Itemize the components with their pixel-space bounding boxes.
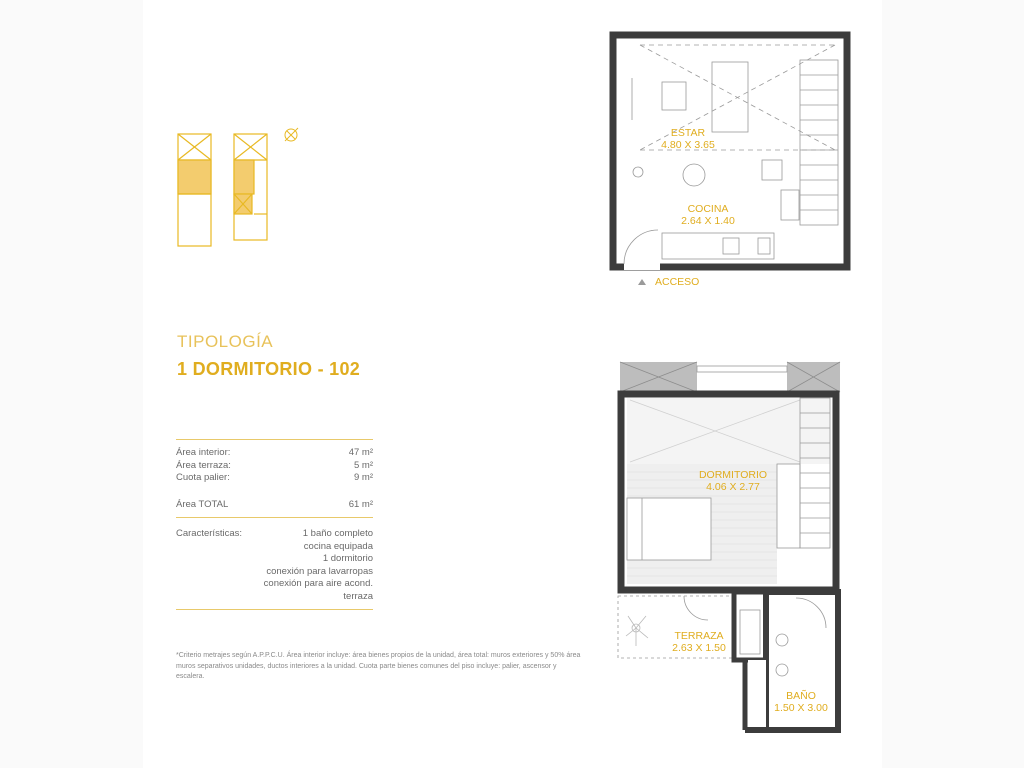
- feature-item: 1 dormitorio: [322, 553, 373, 564]
- feature-item: cocina equipada: [303, 540, 373, 552]
- unit-title: 1 DORMITORIO - 102: [177, 359, 361, 379]
- area-row: [176, 460, 373, 473]
- total-label: Área TOTAL: [176, 499, 229, 510]
- area-label: Cuota palier:: [176, 472, 230, 483]
- bano-dims: 1.50 X 3.00: [774, 702, 828, 714]
- divider-bottom: [176, 609, 373, 610]
- terraza-label: [660, 630, 738, 654]
- feature-item: conexión para lavarropas: [266, 565, 373, 577]
- cocina-name: COCINA: [687, 203, 729, 215]
- acceso-label: ACCESO: [655, 276, 700, 288]
- area-value: 47 m²: [348, 447, 373, 458]
- dormitorio-dims: 4.06 X 2.77: [706, 481, 760, 493]
- total-value: 61 m²: [348, 499, 373, 510]
- acceso-arrow-icon: [638, 279, 646, 285]
- bano-label: [766, 690, 836, 714]
- dormitorio-name: DORMITORIO: [698, 469, 768, 481]
- key-plan-left: [178, 134, 211, 246]
- floor-plan-lower: [618, 362, 840, 730]
- total-row: [176, 499, 373, 512]
- area-value: 9 m²: [354, 472, 373, 483]
- estar-label: [648, 127, 728, 151]
- bano-name: BAÑO: [786, 690, 816, 702]
- area-row: [176, 447, 373, 460]
- area-label: Área terraza:: [176, 459, 231, 471]
- cocina-dims: 2.64 X 1.40: [681, 215, 735, 227]
- estar-dims: 4.80 X 3.65: [661, 139, 715, 151]
- divider-mid: [176, 517, 373, 518]
- areas-list: [176, 447, 373, 485]
- divider-top: [176, 439, 373, 440]
- feature-item: 1 baño completo: [302, 528, 373, 539]
- floor-plan-upper: [613, 35, 847, 270]
- footnote: *Criterio metrajes según A.P.P.C.U. Área interior incluye: área bienes propios de la unidad, área total: muros exteriores y 50% área muros separativos unidades, ductos interiores a la unidad. Cuota parte bienes comunes del piso incluye: palier, ascensor y escalera.: [176, 652, 581, 680]
- tipologia-kicker: TIPOLOGÍA: [177, 332, 274, 351]
- feature-item: terraza: [343, 590, 373, 602]
- features-label: Características:: [176, 528, 242, 539]
- plant-icon: [626, 616, 648, 646]
- cocina-label: [668, 203, 748, 227]
- terraza-name: TERRAZA: [674, 630, 724, 642]
- compass-icon: [285, 128, 298, 141]
- estar-name: ESTAR: [670, 127, 706, 139]
- dormitorio-label: [693, 469, 773, 493]
- area-label: Área interior:: [176, 447, 231, 458]
- terraza-dims: 2.63 X 1.50: [672, 642, 726, 654]
- key-plan-right: [234, 134, 267, 240]
- features-list: [264, 528, 373, 603]
- area-row: [176, 472, 373, 485]
- area-value: 5 m²: [354, 459, 373, 471]
- feature-item: conexión para aire acond.: [263, 578, 373, 589]
